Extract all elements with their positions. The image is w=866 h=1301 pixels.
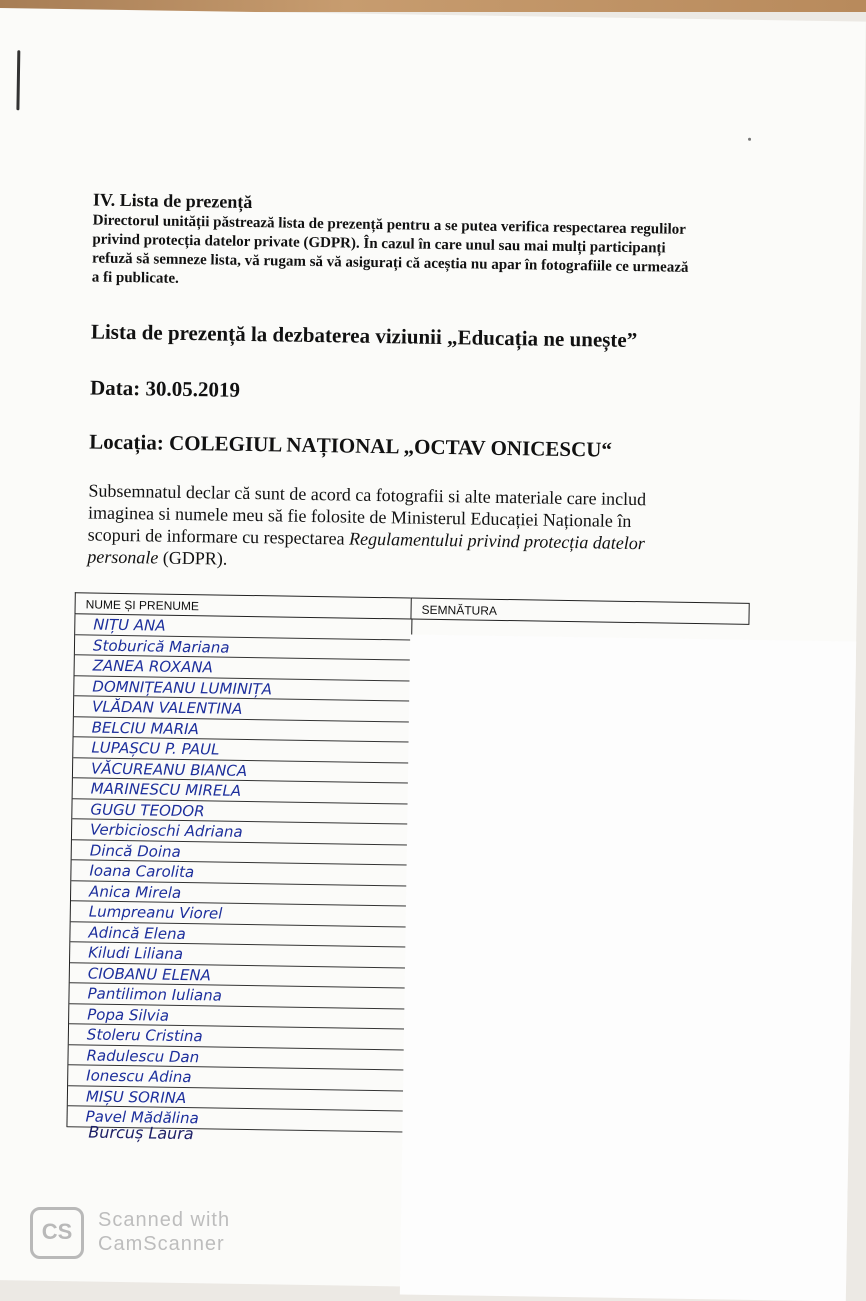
table-row: Lumpreanu Viorel	[71, 901, 407, 927]
attendance-table	[75, 592, 750, 1144]
section-paragraph: Directorul unității păstrează lista de prezență pentru a se putea verifica respectarea regulilor privind protecția datelor private (GDPR). În cazul în care unul sau mai mulți participanți refuză să semneze lista, vă rugam să vă asigurați că aceștia nu apar în fotografiile ce urmează a fi publicate.	[91, 212, 689, 287]
header-signature-column: SEMNĂTURA	[410, 598, 749, 625]
table-row: ZANEA ROXANA	[75, 655, 411, 681]
date-line: Data: 30.05.2019	[89, 375, 241, 402]
table-row: Ionescu Adina	[68, 1065, 404, 1091]
table-row: CIOBANU ELENA	[70, 963, 406, 989]
table-row: Verbicioschi Adriana	[72, 819, 408, 845]
camscanner-watermark	[98, 1208, 230, 1256]
table-row: Pavel Mădălina	[67, 1106, 403, 1132]
table-row: GUGU TEODOR	[72, 799, 408, 825]
table-row: Adincă Elena	[70, 922, 406, 948]
table-row: VĂCUREANU BIANCA	[73, 758, 409, 784]
table-row: MARINESCU MIRELA	[73, 778, 409, 804]
table-row: NIȚU ANA	[75, 614, 411, 640]
consent-text-2: (GDPR).	[158, 547, 228, 569]
camscanner-logo: CS	[30, 1207, 84, 1259]
table-row: MIȘU SORINA	[68, 1086, 404, 1112]
table-row: Radulescu Dan	[68, 1045, 404, 1071]
table-row: Dincă Doina	[72, 840, 408, 866]
consent-regulation-name: Regulamentului privind protecția datelor personale	[87, 528, 646, 568]
watermark-line-1: Scanned with	[98, 1209, 231, 1231]
attendance-rows	[66, 614, 412, 1132]
table-row: Kiludi Liliana	[70, 942, 406, 968]
table-row: LUPAȘCU P. PAUL	[73, 737, 409, 763]
signature-area-cover	[400, 635, 856, 1301]
header-name-column: NUME ȘI PRENUME	[74, 592, 410, 619]
table-row: Anica Mirela	[71, 881, 407, 907]
table-row: Ioana Carolita	[71, 860, 407, 886]
location-line: Locația: COLEGIUL NAȚIONAL „OCTAV ONICESCU“	[89, 429, 613, 462]
consent-statement	[87, 479, 688, 576]
document-title: Lista de prezență la dezbaterea viziunii „Educația ne unește”	[90, 319, 638, 353]
watermark-line-2: CamScanner	[98, 1233, 225, 1255]
paper-speck	[748, 138, 751, 141]
staple-mark	[16, 50, 20, 110]
table-row: VLĂDAN VALENTINA	[74, 696, 410, 722]
table-row: DOMNIȚEANU LUMINIȚA	[74, 676, 410, 702]
table-row: Stoburică Mariana	[75, 635, 411, 661]
document-page	[0, 8, 866, 1293]
section-heading: IV. Lista de prezență	[92, 189, 253, 212]
consent-text-1: Subsemnatul declar că sunt de acord ca fotografii si alte materiale care includ imaginea si numele meu să fie folosite de Ministerul Educației Naționale în scopuri de informare cu respectarea	[87, 480, 647, 549]
table-row: Pantilimon Iuliana	[69, 983, 405, 1009]
table-row: Stoleru Cristina	[69, 1024, 405, 1050]
extra-attendee-name: Burcuș Laura	[88, 1122, 194, 1144]
table-row: Popa Silvia	[69, 1004, 405, 1030]
table-row: BELCIU MARIA	[74, 717, 410, 743]
